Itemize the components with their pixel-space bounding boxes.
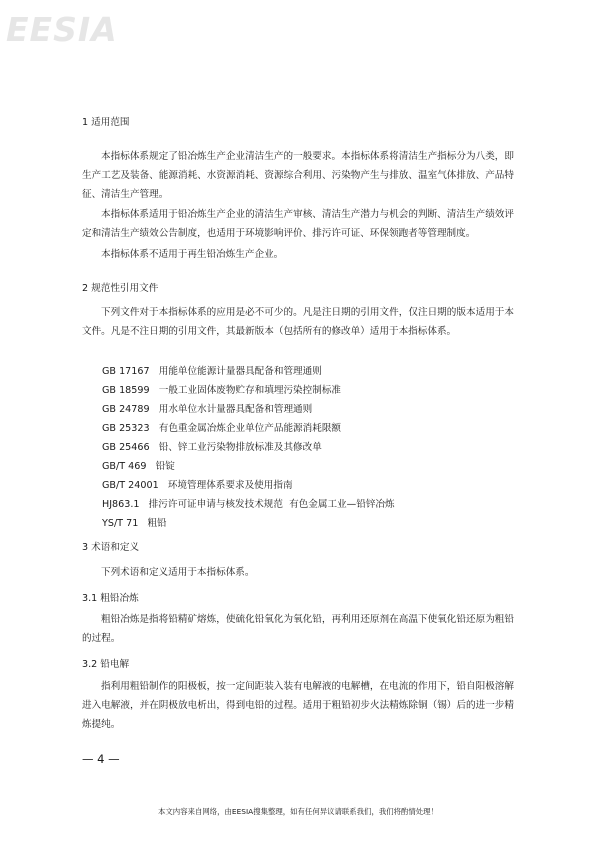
page-number: — 4 — [82, 752, 120, 766]
section-3-1-heading: 3.1 粗铅冶炼 [82, 593, 139, 604]
reference-item: HJ863.1 排污许可证申请与核发技术规范 有色金属工业—铅锌冶炼 [102, 499, 395, 510]
section-1-paragraph-1: 本指标体系规定了铅冶炼生产企业清洁生产的一般要求。本指标体系将清洁生产指标分为八类，即生产工艺及装备、能源消耗、水资源消耗、资源综合利用、污染物产生与排放、温室气体排放、产品特征、清洁生产管理。 [82, 151, 514, 200]
footer-notice: 本文内容来自网络，由EESIA搜集整理，如有任何异议请联系我们，我们将酌情处理！ [158, 807, 438, 816]
section-3-2-paragraph: 指利用粗铅制作的阳极板，按一定间距装入装有电解液的电解槽，在电流的作用下，铅自阳极溶解进入电解液，并在阴极放电析出，得到电铅的过程。适用于粗铅初步火法精炼除铜（锡）后的进一步精炼提纯。 [82, 681, 514, 730]
reference-item: GB/T 24001 环境管理体系要求及使用指南 [102, 480, 293, 491]
eesia-logo: EESIA [6, 10, 118, 49]
section-1-paragraph-2: 本指标体系适用于铅冶炼生产企业的清洁生产审核、清洁生产潜力与机会的判断、清洁生产绩效评定和清洁生产绩效公告制度，也适用于环境影响评价、排污许可证、环保领跑者等管理制度。 [82, 209, 514, 239]
reference-item: GB 18599 一般工业固体废物贮存和填埋污染控制标准 [102, 385, 342, 396]
section-3-2-heading: 3.2 铅电解 [82, 659, 130, 670]
section-2-heading: 2 规范性引用文件 [82, 283, 159, 294]
reference-item: GB 25466 铅、锌工业污染物排放标准及其修改单 [102, 442, 322, 453]
section-3-heading: 3 术语和定义 [82, 542, 140, 553]
section-3-1-paragraph: 粗铅冶炼是指将铅精矿熔炼，使硫化铅氧化为氧化铅，再利用还原剂在高温下使氧化铅还原为粗铅的过程。 [82, 614, 514, 644]
section-1-heading: 1 适用范围 [82, 117, 130, 128]
section-1-paragraph-3: 本指标体系不适用于再生铅冶炼生产企业。 [101, 249, 284, 260]
section-3-paragraph-1: 下列术语和定义适用于本指标体系。 [101, 567, 255, 578]
reference-item: YS/T 71 粗铅 [102, 518, 167, 529]
reference-item: GB 17167 用能单位能源计量器具配备和管理通则 [102, 366, 322, 377]
section-2-paragraph-1: 下列文件对于本指标体系的应用是必不可少的。凡是注日期的引用文件，仅注日期的版本适用于本文件。凡是不注日期的引用文件，其最新版本（包括所有的修改单）适用于本指标体系。 [82, 307, 514, 337]
reference-item: GB 25323 有色重金属冶炼企业单位产品能源消耗限额 [102, 423, 342, 434]
reference-item: GB 24789 用水单位水计量器具配备和管理通则 [102, 404, 313, 415]
reference-item: GB/T 469 铅锭 [102, 461, 175, 472]
